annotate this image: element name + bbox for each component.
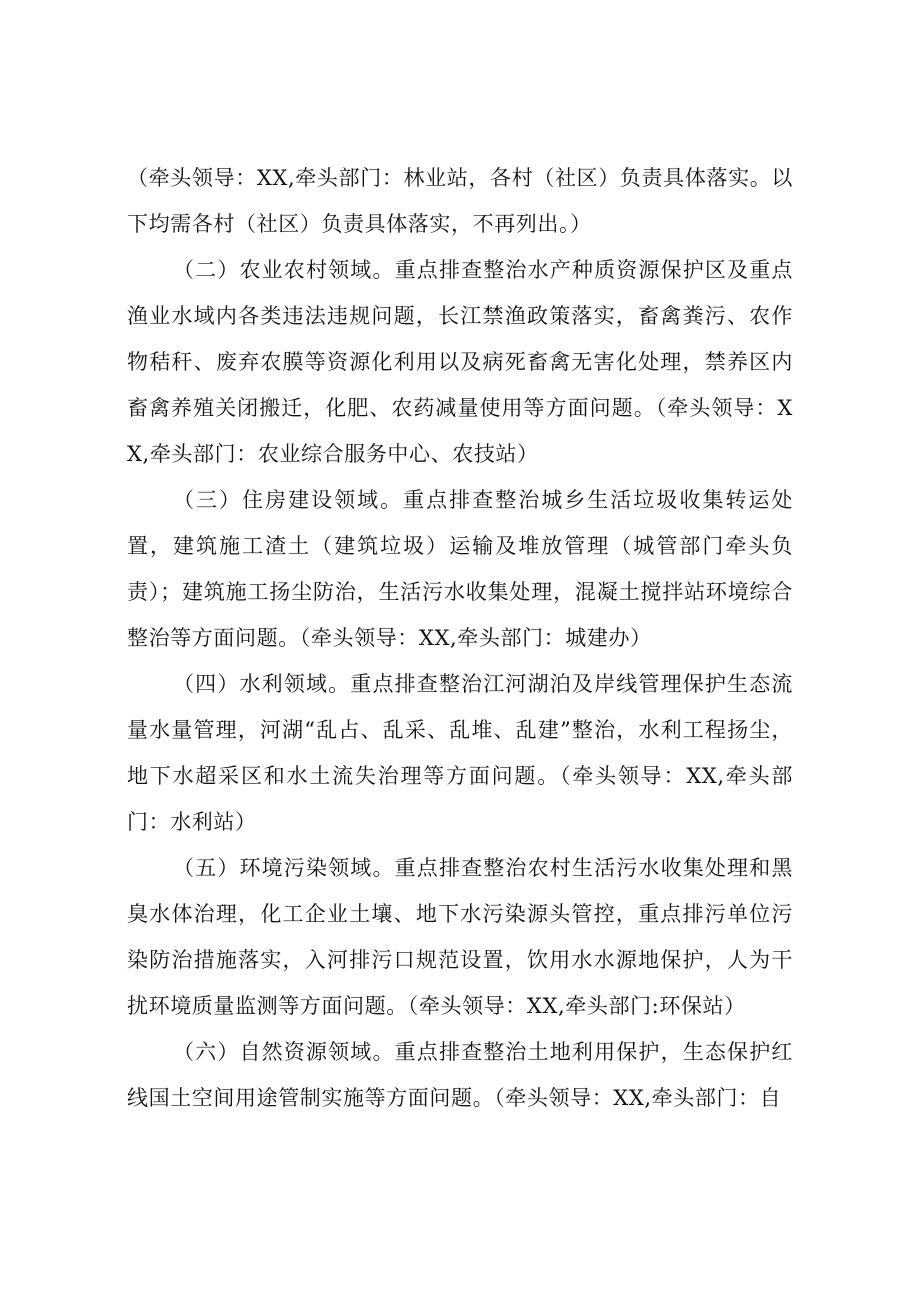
paragraph-natural-resources: （六）自然资源领域。重点排查整治土地利用保护，生态保护红线国土空间用途管制实施等方面问题。（牵头领导：XX,牵头部门：自	[127, 1040, 793, 1110]
paragraph-water-conservancy: （四）水利领域。重点排查整治江河湖泊及岸线管理保护生态流量水量管理，河湖“乱占、乱采、乱堆、乱建”整治，水利工程扬尘，地下水超采区和水土流失治理等方面问题。（牵头领导：XX,牵头部门：水利站）	[127, 672, 793, 834]
document-body	[127, 155, 793, 1121]
paragraph-housing-construction: （三）住房建设领域。重点排查整治城乡生活垃圾收集转运处置，建筑施工渣土（建筑垃圾）运输及堆放管理（城管部门牵头负责）；建筑施工扬尘防治，生活污水收集处理，混凝土搅拌站环境综合整治等方面问题。（牵头领导：XX,牵头部门：城建办）	[127, 488, 793, 650]
paragraph-leading-responsibility: （牵头领导：XX,牵头部门：林业站，各村（社区）负责具体落实。以下均需各村（社区）负责具体落实，不再列出。）	[127, 166, 793, 236]
paragraph-environmental-pollution: （五）环境污染领域。重点排查整治农村生活污水收集处理和黑臭水体治理，化工企业土壤、地下水污染源头管控，重点排污单位污染防治措施落实，入河排污口规范设置，饮用水水源地保护，人为干扰环境质量监测等方面问题。（牵头领导：XX,牵头部门:环保站）	[127, 856, 793, 1018]
paragraph-agriculture-rural: （二）农业农村领域。重点排查整治水产种质资源保护区及重点渔业水域内各类违法违规问题，长江禁渔政策落实，畜禽粪污、农作物秸秆、废弃农膜等资源化利用以及病死畜禽无害化处理，禁养区内畜禽养殖关闭搬迁，化肥、农药减量使用等方面问题。（牵头领导：XX,牵头部门：农业综合服务中心、农技站）	[127, 258, 793, 466]
